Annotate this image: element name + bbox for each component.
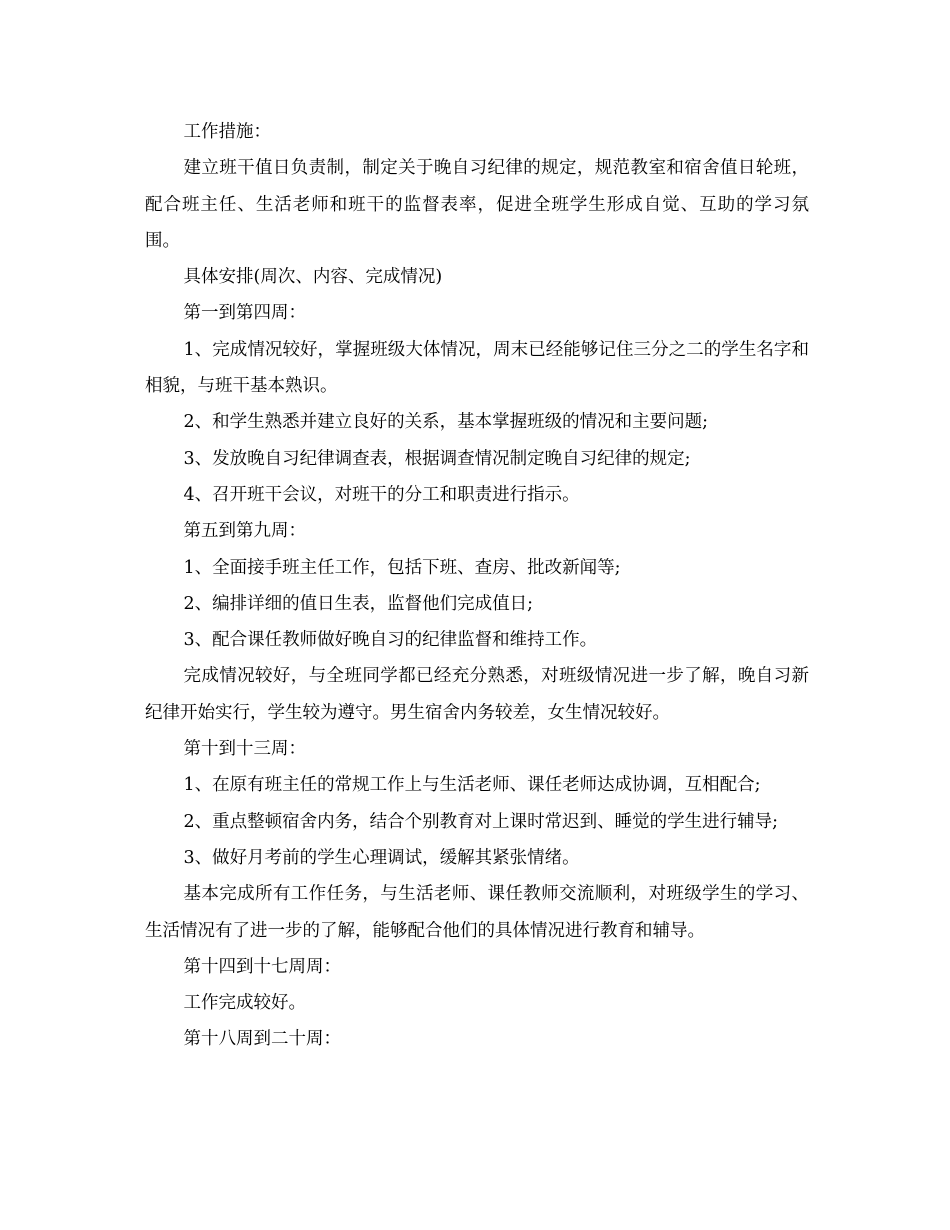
paragraph-weeks-1-4-item-2: 2、和学生熟悉并建立良好的关系，基本掌握班级的情况和主要问题; [183, 412, 709, 433]
paragraph-weeks-1-4-item-4: 4、召开班干会议，对班干的分工和职责进行指示。 [183, 484, 580, 505]
paragraph-weeks-5-9-item-3: 3、配合课任教师做好晚自习的纪律监督和维持工作。 [183, 630, 598, 651]
paragraph-weeks-1-4-heading: 第一到第四周： [183, 303, 306, 324]
paragraph-weeks-5-9-summary: 完成情况较好，与全班同学都已经充分熟悉，对班级情况进一步了解，晚自习新纪律开始实行，学生较为遵守。男生宿舍内务较差，女生情况较好。 [145, 666, 809, 723]
paragraph-weeks-10-13-heading: 第十到十三周： [183, 739, 306, 760]
paragraph-weeks-14-17-heading: 第十四到十七周周： [183, 956, 341, 977]
paragraph-weeks-5-9-item-1: 1、全面接手班主任工作，包括下班、查房、批改新闻等; [183, 557, 621, 578]
paragraph-weeks-10-13-summary: 基本完成所有工作任务，与生活老师、课任教师交流顺利，对班级学生的学习、生活情况有了进一步的了解，能够配合他们的具体情况进行教育和辅导。 [145, 884, 809, 941]
paragraph-weeks-18-20-heading: 第十八周到二十周： [183, 1029, 341, 1050]
paragraph-weeks-5-9-heading: 第五到第九周： [183, 521, 306, 542]
paragraph-work-measures-heading: 工作措施： [183, 122, 271, 142]
paragraph-weeks-1-4-item-1: 1、完成情况较好，掌握班级大体情况，周末已经能够记住三分之二的学生名字和相貌，与班干基本熟识。 [145, 339, 809, 397]
paragraph-weeks-14-17-summary: 工作完成较好。 [183, 993, 306, 1014]
paragraph-schedule-heading: 具体安排(周次、内容、完成情况) [183, 267, 443, 288]
paragraph-weeks-1-4-item-3: 3、发放晚自习纪律调查表，根据调查情况制定晚自习纪律的规定; [183, 448, 691, 469]
document-body [145, 114, 809, 1058]
paragraph-weeks-10-13-item-1: 1、在原有班主任的常规工作上与生活老师、课任老师达成协调，互相配合; [183, 775, 761, 796]
paragraph-weeks-5-9-item-2: 2、编排详细的值日生表，监督他们完成值日; [183, 593, 534, 614]
paragraph-work-measures: 建立班干值日负责制，制定关于晚自习纪律的规定，规范教室和宿舍值日轮班，配合班主任、生活老师和班干的监督表率，促进全班学生形成自觉、互助的学习氛围。 [145, 158, 809, 251]
paragraph-weeks-10-13-item-3: 3、做好月考前的学生心理调试，缓解其紧张情绪。 [183, 847, 580, 868]
paragraph-weeks-10-13-item-2: 2、重点整顿宿舍内务，结合个别教育对上课时常迟到、睡觉的学生进行辅导; [183, 811, 779, 832]
